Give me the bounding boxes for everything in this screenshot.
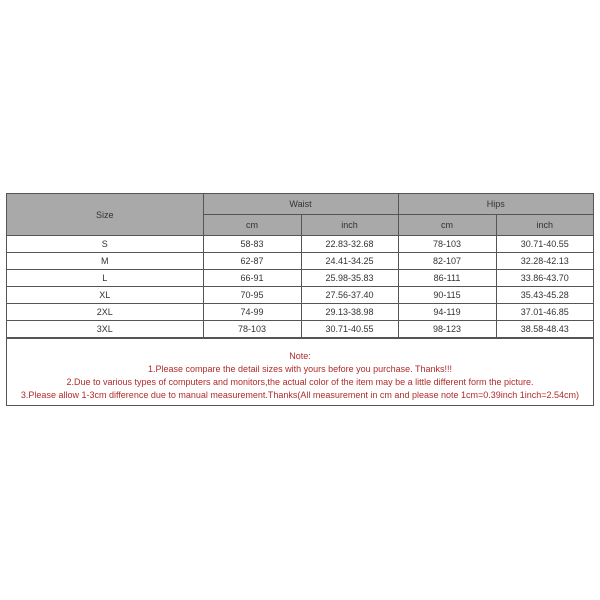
notes-title: Note: bbox=[289, 351, 311, 361]
waist-inch-cell: 29.13-38.98 bbox=[301, 304, 398, 321]
waist-cm-cell: 78-103 bbox=[203, 321, 301, 338]
size-cell: 3XL bbox=[7, 321, 203, 338]
waist-inch-cell: 30.71-40.55 bbox=[301, 321, 398, 338]
hips-inch-cell: 37.01-46.85 bbox=[496, 304, 593, 321]
hips-cm-cell: 82-107 bbox=[398, 253, 496, 270]
size-column-header: Size bbox=[7, 194, 203, 236]
waist-inch-cell: 24.41-34.25 bbox=[301, 253, 398, 270]
waist-cm-header: cm bbox=[203, 215, 301, 236]
hips-cm-cell: 86-111 bbox=[398, 270, 496, 287]
size-cell: M bbox=[7, 253, 203, 270]
hips-inch-header: inch bbox=[496, 215, 593, 236]
size-cell: L bbox=[7, 270, 203, 287]
hips-cm-header: cm bbox=[398, 215, 496, 236]
size-cell: 2XL bbox=[7, 304, 203, 321]
waist-cm-cell: 58-83 bbox=[203, 236, 301, 253]
note-line: 2.Due to various types of computers and monitors,the actual color of the item may be a little different form the picture. bbox=[66, 377, 534, 387]
table-row bbox=[7, 270, 593, 287]
waist-cm-cell: 66-91 bbox=[203, 270, 301, 287]
table-row bbox=[7, 304, 593, 321]
table-row bbox=[7, 321, 593, 338]
hips-group-header: Hips bbox=[398, 194, 593, 215]
hips-inch-cell: 35.43-45.28 bbox=[496, 287, 593, 304]
waist-inch-cell: 27.56-37.40 bbox=[301, 287, 398, 304]
size-chart bbox=[6, 193, 594, 406]
waist-cm-cell: 70-95 bbox=[203, 287, 301, 304]
table-row bbox=[7, 287, 593, 304]
table-row bbox=[7, 253, 593, 270]
size-cell: S bbox=[7, 236, 203, 253]
hips-cm-cell: 94-119 bbox=[398, 304, 496, 321]
hips-inch-cell: 38.58-48.43 bbox=[496, 321, 593, 338]
hips-cm-cell: 78-103 bbox=[398, 236, 496, 253]
waist-cm-cell: 62-87 bbox=[203, 253, 301, 270]
waist-inch-cell: 22.83-32.68 bbox=[301, 236, 398, 253]
note-line: 1.Please compare the detail sizes with yours before you purchase. Thanks!!! bbox=[148, 364, 452, 374]
waist-inch-header: inch bbox=[301, 215, 398, 236]
hips-inch-cell: 33.86-43.70 bbox=[496, 270, 593, 287]
waist-group-header: Waist bbox=[203, 194, 398, 215]
hips-inch-cell: 32.28-42.13 bbox=[496, 253, 593, 270]
hips-cm-cell: 90-115 bbox=[398, 287, 496, 304]
notes-section bbox=[7, 338, 593, 405]
hips-cm-cell: 98-123 bbox=[398, 321, 496, 338]
note-line: 3.Please allow 1-3cm difference due to manual measurement.Thanks(All measurement in cm and please note 1cm=0.39inch 1inch=2.54cm) bbox=[20, 390, 580, 400]
size-cell: XL bbox=[7, 287, 203, 304]
waist-inch-cell: 25.98-35.83 bbox=[301, 270, 398, 287]
size-table bbox=[7, 194, 593, 338]
table-row bbox=[7, 236, 593, 253]
hips-inch-cell: 30.71-40.55 bbox=[496, 236, 593, 253]
waist-cm-cell: 74-99 bbox=[203, 304, 301, 321]
